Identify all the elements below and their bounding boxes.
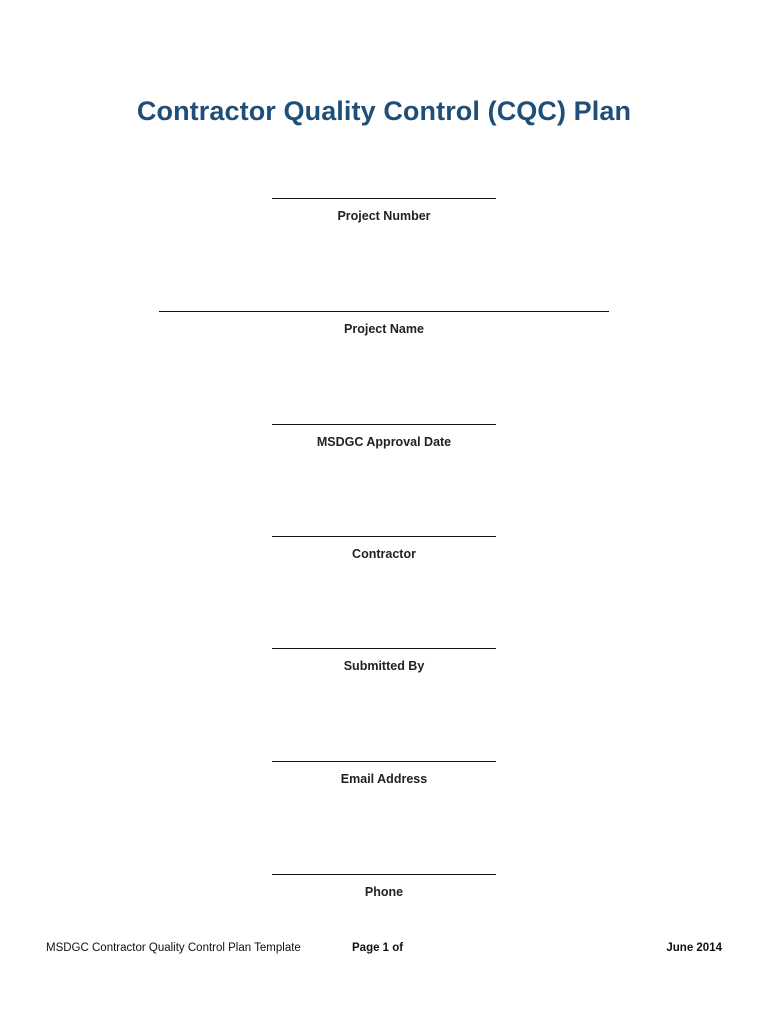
project-name-line[interactable]	[159, 311, 609, 312]
submitted-by-line[interactable]	[272, 648, 496, 649]
footer-date: June 2014	[666, 942, 722, 954]
submitted-by-label: Submitted By	[343, 659, 425, 673]
approval-date-label: MSDGC Approval Date	[316, 435, 452, 449]
contractor-label: Contractor	[352, 547, 416, 561]
contractor-line[interactable]	[272, 536, 496, 537]
contractor-field	[0, 536, 768, 561]
phone-field	[0, 874, 768, 899]
approval-date-field	[0, 424, 768, 449]
approval-date-line[interactable]	[272, 424, 496, 425]
footer-template-name: MSDGC Contractor Quality Control Plan Template	[46, 942, 301, 954]
email-address-label: Email Address	[340, 772, 428, 786]
submitted-by-field	[0, 648, 768, 673]
phone-line[interactable]	[272, 874, 496, 875]
email-address-field	[0, 761, 768, 786]
document-title: Contractor Quality Control (CQC) Plan	[136, 96, 632, 126]
email-address-line[interactable]	[272, 761, 496, 762]
project-number-field	[0, 198, 768, 223]
phone-label: Phone	[364, 885, 404, 899]
project-name-field	[0, 311, 768, 336]
footer-page-number: Page 1 of	[352, 942, 404, 954]
project-name-label: Project Name	[344, 322, 424, 336]
page-footer	[0, 942, 768, 958]
project-number-label: Project Number	[337, 209, 431, 223]
project-number-line[interactable]	[272, 198, 496, 199]
